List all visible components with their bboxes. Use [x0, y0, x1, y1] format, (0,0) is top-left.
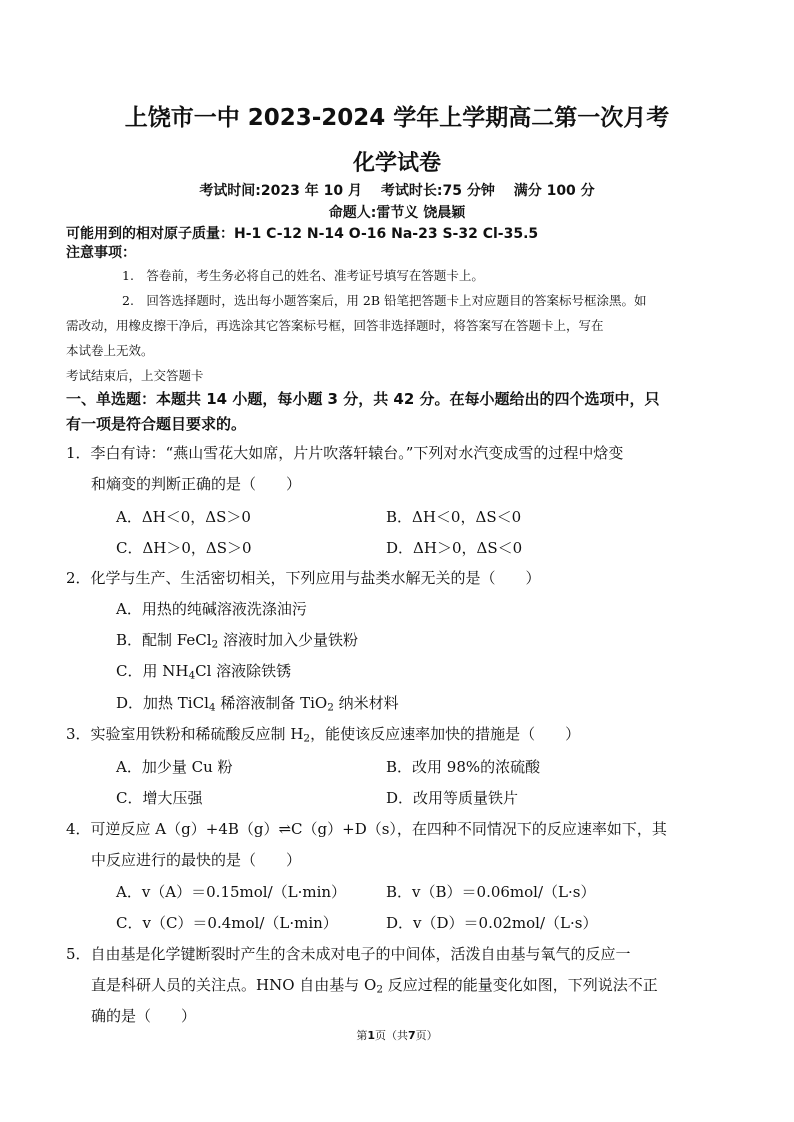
question-3-option-b: B．改用 98%的浓硫酸 — [386, 758, 541, 776]
question-4-option-a: A．v（A）＝0.15mol/（L·min） — [116, 883, 347, 901]
exam-time: 考试时间:2023 年 10 月 — [199, 183, 362, 199]
exam-authors: 命题人:雷节义 饶晨颖 — [328, 205, 466, 221]
question-4 — [66, 817, 706, 873]
question-2-option-a: A．用热的纯碱溶液洗涤油污 — [116, 600, 307, 618]
page-number: 1 — [367, 1029, 375, 1042]
question-5-stem-line-3: 确的是（ ） — [91, 1007, 197, 1025]
section-heading-line-2: 有一项是符合题目要求的。 — [66, 415, 247, 433]
question-2-option-c: C．用 $NH_4Cl$ 溶液除铁锈 — [116, 662, 292, 682]
question-1-option-c: C．ΔH＞0，ΔS＞0 — [116, 539, 252, 557]
question-1-option-a: A．ΔH＜0，ΔS＞0 — [116, 508, 251, 526]
question-5-stem-line-2: 直是科研人员的关注点。HNO 自由基与 $O_2$ 反应过程的能量变化如图，下列说法不正 — [91, 976, 658, 996]
question-1-stem-line-1: 1．李白有诗：“燕山雪花大如席，片片吹落轩辕台。”下列对水汽变成雪的过程中焓变 — [66, 444, 624, 462]
question-5-stem-line-1: 5．自由基是化学键断裂时产生的含未成对电子的中间体，活泼自由基与氧气的反应一 — [66, 945, 631, 963]
question-1-option-b: B．ΔH＜0，ΔS＜0 — [386, 508, 522, 526]
section-heading-line-1: 一、单选题：本题共 14 小题，每小题 3 分，共 42 分。在每小题给出的四个选项中，只 — [66, 390, 660, 408]
notice-item-3: 考试结束后，上交答题卡 — [66, 368, 204, 383]
exam-duration: 考试时长:75 分钟 — [380, 183, 495, 199]
question-2-option-b: B．配制 FeCl$_2$ 溶液时加入少量铁粉 — [116, 631, 358, 651]
exam-subtitle: 化学试卷 — [352, 151, 441, 176]
question-4-stem-line-1: 4．可逆反应 A（g）+4B（g）⇌C（g）+D（s），在四种不同情况下的反应速率如下，其 — [66, 820, 667, 838]
notice-item-2-line-1: 2. 回答选择题时，选出每小题答案后，用 2B 铅笔把答题卡上对应题目的答案标号框涂黑。如 — [122, 293, 647, 308]
exam-meta — [0, 180, 794, 200]
question-4-option-d: D．v（D）＝0.02mol/（L·s） — [386, 914, 598, 932]
notice-title: 注意事项： — [66, 245, 136, 261]
exam-full-score: 满分 100 分 — [513, 183, 595, 199]
question-3-option-c: C．增大压强 — [116, 789, 203, 807]
question-4-option-c: C．v（C）＝0.4mol/（L·min） — [116, 914, 338, 932]
question-2-option-d: D．加热 TiCl$_4$ 稀溶液制备 TiO$_2$ 纳米材料 — [116, 694, 399, 714]
notice-item-2-line-3: 本试卷上无效。 — [66, 343, 154, 358]
notice-item-1: 1. 答卷前，考生务必将自己的姓名、准考证号填写在答题卡上。 — [122, 268, 484, 283]
question-4-option-b: B．v（B）＝0.06mol/（L·s） — [386, 883, 596, 901]
question-3-option-a: A．加少量 Cu 粉 — [116, 758, 233, 776]
question-1 — [66, 441, 706, 497]
question-3-option-d: D．改用等质量铁片 — [386, 789, 519, 807]
question-5 — [66, 942, 706, 1029]
section-heading — [66, 387, 706, 437]
question-3-stem: 3．实验室用铁粉和稀硫酸反应制 $H_2$，能使该反应速率加快的措施是（ ） — [66, 725, 581, 745]
notice-item-2-line-2: 需改动，用橡皮擦干净后，再选涂其它答案标号框，回答非选择题时，将答案写在答题卡上，写在 — [66, 318, 604, 333]
question-4-stem-line-2: 中反应进行的最快的是（ ） — [91, 851, 302, 869]
question-2-stem: 2．化学与生产、生活密切相关，下列应用与盐类水解无关的是（ ） — [66, 569, 541, 587]
exam-title: 上饶市一中 2023-2024 学年上学期高二第一次月考 — [124, 105, 670, 131]
page-total: 7 — [408, 1029, 416, 1042]
question-1-stem-line-2: 和熵变的判断正确的是（ ） — [91, 475, 302, 493]
atomic-masses: 可能用到的相对原子质量：H-1 C-12 N-14 O-16 Na-23 S-32 Cl-35.5 — [66, 226, 539, 242]
page-footer: 第1页（共7页） — [356, 1029, 438, 1042]
question-1-option-d: D．ΔH＞0，ΔS＜0 — [386, 539, 523, 557]
